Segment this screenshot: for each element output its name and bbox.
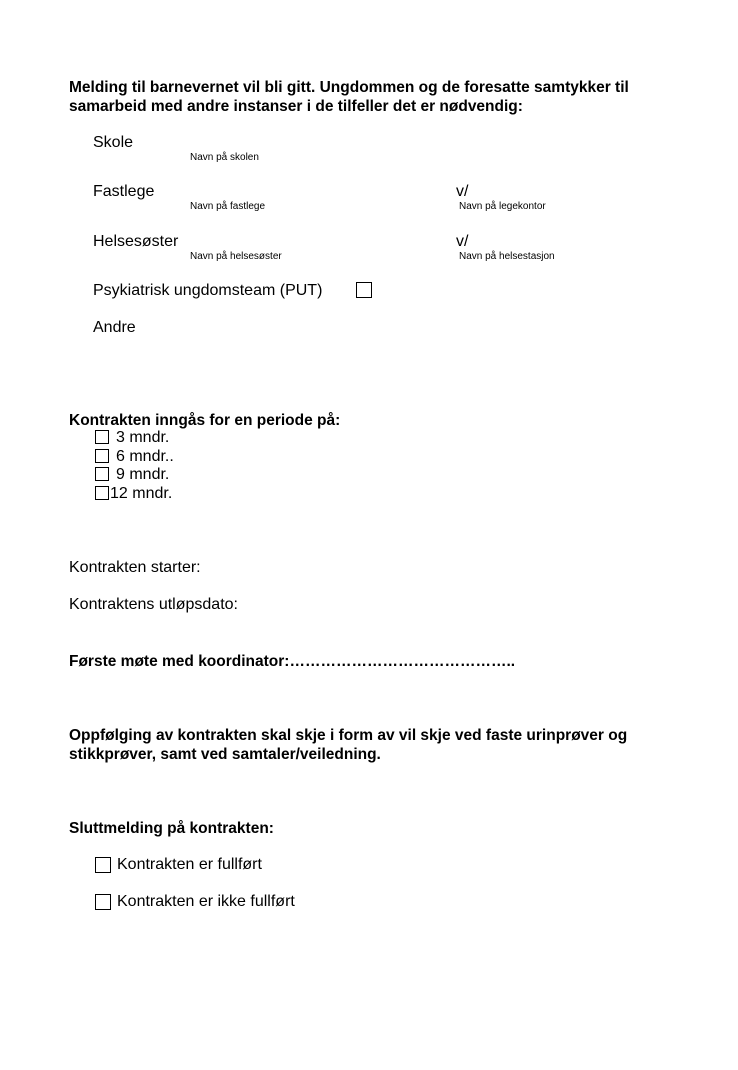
consent-heading-line-2: samarbeid med andre instanser i de tilfeller det er nødvendig: <box>69 98 523 115</box>
completed-checkbox[interactable] <box>95 857 111 873</box>
period-12-checkbox[interactable] <box>95 486 109 500</box>
put-checkbox[interactable] <box>356 282 372 298</box>
first-meeting-line: Første møte med koordinator:…………………………………….. <box>69 653 516 670</box>
period-3-label: 3 mndr. <box>116 429 170 446</box>
helsesoster-label: Helsesøster <box>93 233 179 250</box>
period-title: Kontrakten inngås for en periode på: <box>69 412 341 429</box>
followup-line-2: stikkprøver, samt ved samtaler/veiledning. <box>69 746 381 763</box>
not-completed-label: Kontrakten er ikke fullført <box>117 893 295 910</box>
completed-label: Kontrakten er fullført <box>117 856 262 873</box>
fastlege-hint: Navn på fastlege <box>190 201 266 212</box>
period-3-checkbox[interactable] <box>95 430 109 444</box>
final-title: Sluttmelding på kontrakten: <box>69 820 274 837</box>
andre-label: Andre <box>93 319 136 336</box>
helsestasjon-hint: Navn på helsestasjon <box>459 251 555 262</box>
legekontor-hint: Navn på legekontor <box>459 201 546 212</box>
period-6-checkbox[interactable] <box>95 449 109 463</box>
helsesoster-hint: Navn på helsesøster <box>190 251 282 262</box>
start-date-label: Kontrakten starter: <box>69 559 201 576</box>
period-12-label: 12 mndr. <box>110 485 173 502</box>
fastlege-label: Fastlege <box>93 183 155 200</box>
period-6-label: 6 mndr.. <box>116 448 174 465</box>
consent-heading-line-1: Melding til barnevernet vil bli gitt. Ungdommen og de foresatte samtykker til <box>69 79 629 96</box>
skole-label: Skole <box>93 134 134 151</box>
helsesoster-v-label: v/ <box>456 233 469 250</box>
put-label: Psykiatrisk ungdomsteam (PUT) <box>93 282 323 299</box>
followup-line-1: Oppfølging av kontrakten skal skje i form av vil skje ved faste urinprøver og <box>69 727 628 744</box>
not-completed-checkbox[interactable] <box>95 894 111 910</box>
skole-hint: Navn på skolen <box>190 152 259 163</box>
fastlege-v-label: v/ <box>456 183 469 200</box>
period-9-label: 9 mndr. <box>116 466 170 483</box>
period-9-checkbox[interactable] <box>95 467 109 481</box>
end-date-label: Kontraktens utløpsdato: <box>69 596 238 613</box>
